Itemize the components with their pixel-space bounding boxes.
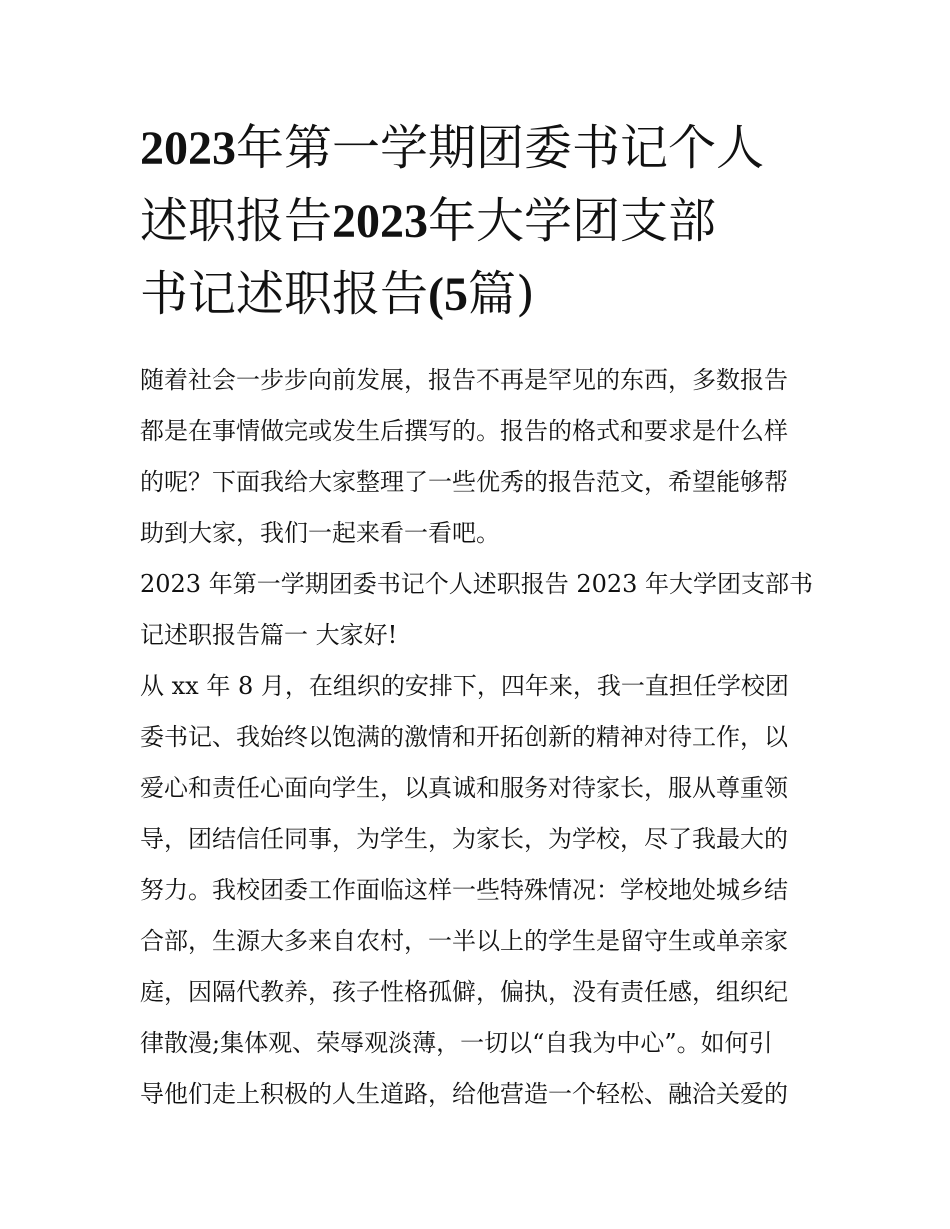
title-text: 年第一学期团委书记个人 xyxy=(236,120,765,176)
title-text: 篇) xyxy=(468,266,535,322)
title-year: 2023 xyxy=(332,195,429,248)
title-line xyxy=(140,112,820,185)
body-line: 委书记、我始终以饱满的激情和开拓创新的精神对待工作，以 xyxy=(140,723,788,751)
body-line: 导，团结信任同事，为学生，为家长，为学校，尽了我最大的 xyxy=(140,825,788,853)
body-line: 律散漫;集体观、荣辱观淡薄，一切以“自我为中心”。如何引 xyxy=(140,1029,773,1057)
body-line: 都是在事情做完或发生后撰写的。报告的格式和要求是什么样 xyxy=(140,417,788,445)
body-line: 合部，生源大多来自农村，一半以上的学生是留守生或单亲家 xyxy=(140,927,788,955)
title-line xyxy=(140,185,820,258)
body-line: 的呢？下面我给大家整理了一些优秀的报告范文，希望能够帮 xyxy=(140,468,788,496)
title-text: 述职报告 xyxy=(140,193,333,249)
body-line: 庭，因隔代教养，孩子性格孤僻，偏执，没有责任感，组织纪 xyxy=(140,978,788,1006)
title-year: 2023 xyxy=(140,122,236,175)
document-body xyxy=(140,355,820,1120)
section-heading-line: 记述职报告篇一 大家好! xyxy=(140,621,398,649)
body-line: 从 xx 年 8 月，在组织的安排下，四年来，我一直担任学校团 xyxy=(140,672,789,700)
section-heading-line: 2023 年第一学期团委书记个人述职报告 2023 年大学团支部书 xyxy=(140,570,814,598)
title-count: (5 xyxy=(428,268,468,321)
body-line: 随着社会一步步向前发展，报告不再是罕见的东西，多数报告 xyxy=(140,366,788,394)
body-line: 努力。我校团委工作面临这样一些特殊情况：学校地处城乡结 xyxy=(140,876,788,904)
title-line xyxy=(140,258,820,331)
document-title xyxy=(140,112,820,331)
body-line: 导他们走上积极的人生道路，给他营造一个轻松、融洽关爱的 xyxy=(140,1080,788,1108)
body-line: 爱心和责任心面向学生，以真诚和服务对待家长，服从尊重领 xyxy=(140,774,788,802)
title-text: 年大学团支部 xyxy=(428,193,717,249)
body-line: 助到大家，我们一起来看一看吧。 xyxy=(140,519,500,547)
title-text: 书记述职报告 xyxy=(140,266,429,322)
